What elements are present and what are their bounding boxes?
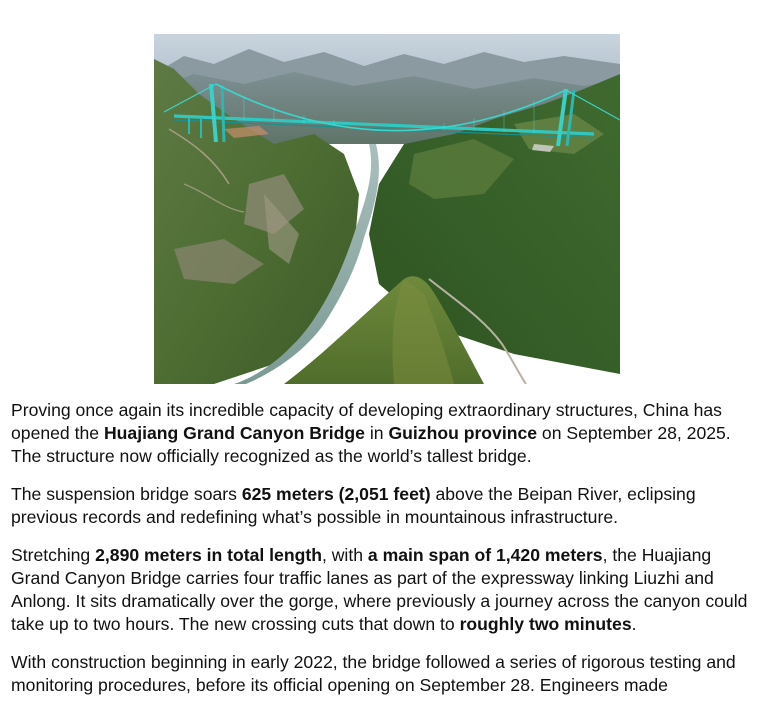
text-run: , the Huajiang Grand Canyon Bridge carries four traffic lanes as part of the expressway linking Liuzhi and Anlong. It sits dramatically over the gorge, where previously a journey across the canyon could take up to two hours. The new crossing cuts that down to — [11, 545, 748, 634]
text-run: Proving once again its incredible capacity of developing extraordinary structures, China has opened the — [11, 400, 722, 443]
text-run: With construction beginning in early 2022, the bridge followed a series of rigorous testing and monitoring procedures, before its official opening on September 28. Engineers made — [11, 652, 736, 695]
text-run: Stretching — [11, 545, 96, 565]
text-run: The suspension bridge soars — [11, 484, 242, 504]
bridge-photo — [154, 34, 620, 384]
bridge-name: Huajiang Grand Canyon Bridge — [103, 423, 365, 443]
text-run: above the Beipan River, eclipsing previous records and redefining what’s possible in mountainous infrastructure. — [11, 484, 696, 527]
text-run: . — [631, 614, 637, 634]
text-run: on September 28, 2025. The structure now officially recognized as the world’s tallest bridge. — [11, 423, 731, 466]
paragraph — [11, 651, 763, 697]
province-name: Guizhou province — [388, 423, 538, 443]
text-run: , with — [321, 545, 368, 565]
length-figure: 2,890 meters in total length — [95, 545, 322, 565]
text-run: in — [364, 423, 389, 443]
span-figure: a main span of 1,420 meters — [367, 545, 603, 565]
bridge-photo-illustration — [154, 34, 620, 384]
paragraph — [11, 399, 763, 468]
paragraph — [11, 483, 763, 529]
time-figure: roughly two minutes — [459, 614, 632, 634]
height-figure: 625 meters (2,051 feet) — [241, 484, 431, 504]
article-body — [11, 399, 763, 712]
paragraph — [11, 544, 763, 636]
